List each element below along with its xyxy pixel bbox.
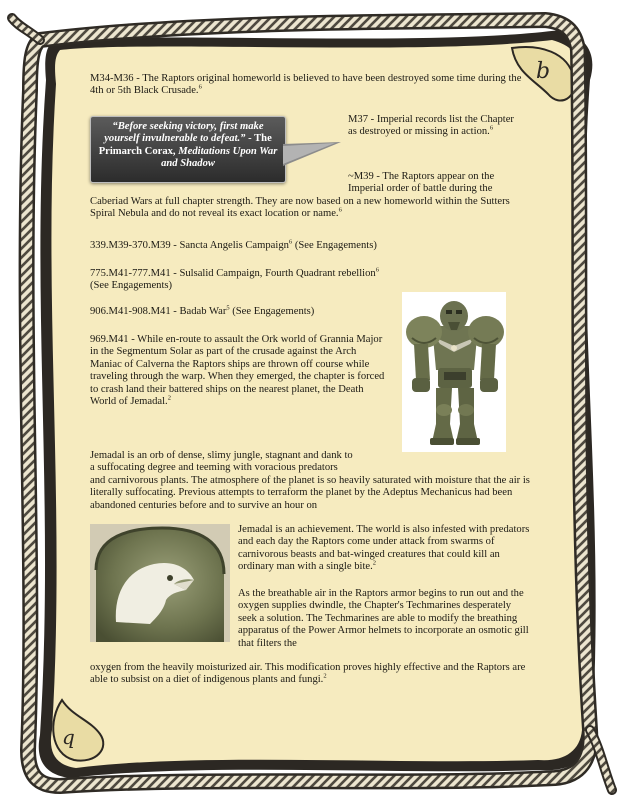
- raptor-shoulder-pad-image: [90, 524, 230, 642]
- entry-m39-indent: ~M39 - The Raptors appear on the Imperial order of battle during the: [348, 171, 495, 195]
- quote-attribution: The Primarch Corax,: [98, 133, 272, 157]
- entry-jemadal: Jemadal is an orb of dense, slimy jungle, stagnant and dank to a suffocating degree and teeming with voracious predators and carnivorous plants. The atmosphere of the planet is so heavily saturated with moisture that the air is literally suffocating. Previous attempts to terraform the planet by the Adeptus Mechanicus had been abandoned centuries before and to survive an hour on: [90, 450, 530, 511]
- entry-badab-war: 906.M41-908.M41 - Badab War$^5$ (See Engagements): [90, 304, 315, 317]
- corner-glyph-bottom-left: q: [62, 725, 75, 749]
- raptor-space-marine-image: [402, 292, 506, 452]
- entry-oxygen: oxygen from the heavily moisturized air. This modification proves highly effective and the Raptors are able to subsist on a diet of indigenous plants and fungi.$^2$: [90, 662, 526, 686]
- quote-speech-tail: [283, 140, 343, 168]
- entry-sulsalid: 775.M41-777.M41 - Sulsalid Campaign, Fourth Quadrant rebellion$^6$ (See Engagements): [90, 266, 379, 292]
- quote-work-title: Meditations Upon War and Shadow: [161, 145, 278, 169]
- entry-oxygen-indent: As the breathable air in the Raptors armor begins to run out and the oxygen supplies dwindle, the Chapter's Techmarines desperately seek a solution. The Techmarines are able to modify the breathing apparatus of the Power Armor helmets to incorporate an osmotic gill that filters the: [238, 588, 529, 649]
- entry-grannia-major: 969.M41 - While en-route to assault the Ork world of Grannia Major in the Segmentum Solar as part of the crusade against the Arch Maniac of Calverna the Raptors ships are thrown off course while traveling through the warp. When they emerged, the chapter is forced to crash land their battered ships on the nearest planet, the Death World of Jemadal.$^2$: [90, 334, 385, 408]
- entry-m34-m36: M34-M36 - The Raptors original homeworld is believed to have been destroyed some time during the 4th or 5th Black Crusade.$^6$: [90, 73, 522, 97]
- quote-text: “Before seeking victory, first make yourself invulnerable to defeat.”: [104, 121, 264, 145]
- entry-m37: M37 - Imperial records list the Chapter as destroyed or missing in action.$^6$: [348, 114, 514, 138]
- entry-jemadal-cont: Jemadal is an achievement. The world is also infested with predators and each day the Raptors come under attack from swarms of carnivorous beasts and bat-winged creatures that could kill an ordinary man with a single bite.$^2$: [238, 524, 530, 573]
- corner-glyph-top-right: b: [536, 59, 551, 84]
- quote-box: “Before seeking victory, first make yourself invulnerable to defeat.” - The Primarch Corax, Meditations Upon War and Shadow: [90, 116, 286, 183]
- entry-m39: Caberiad Wars at full chapter strength. They are now based on a new homeworld within the Sutters Spiral Nebula and do not reveal its exact location or name.$^6$: [90, 196, 510, 220]
- entry-sancta-angelis: 339.M39-370.M39 - Sancta Angelis Campaign$^6$ (See Engagements): [90, 238, 377, 251]
